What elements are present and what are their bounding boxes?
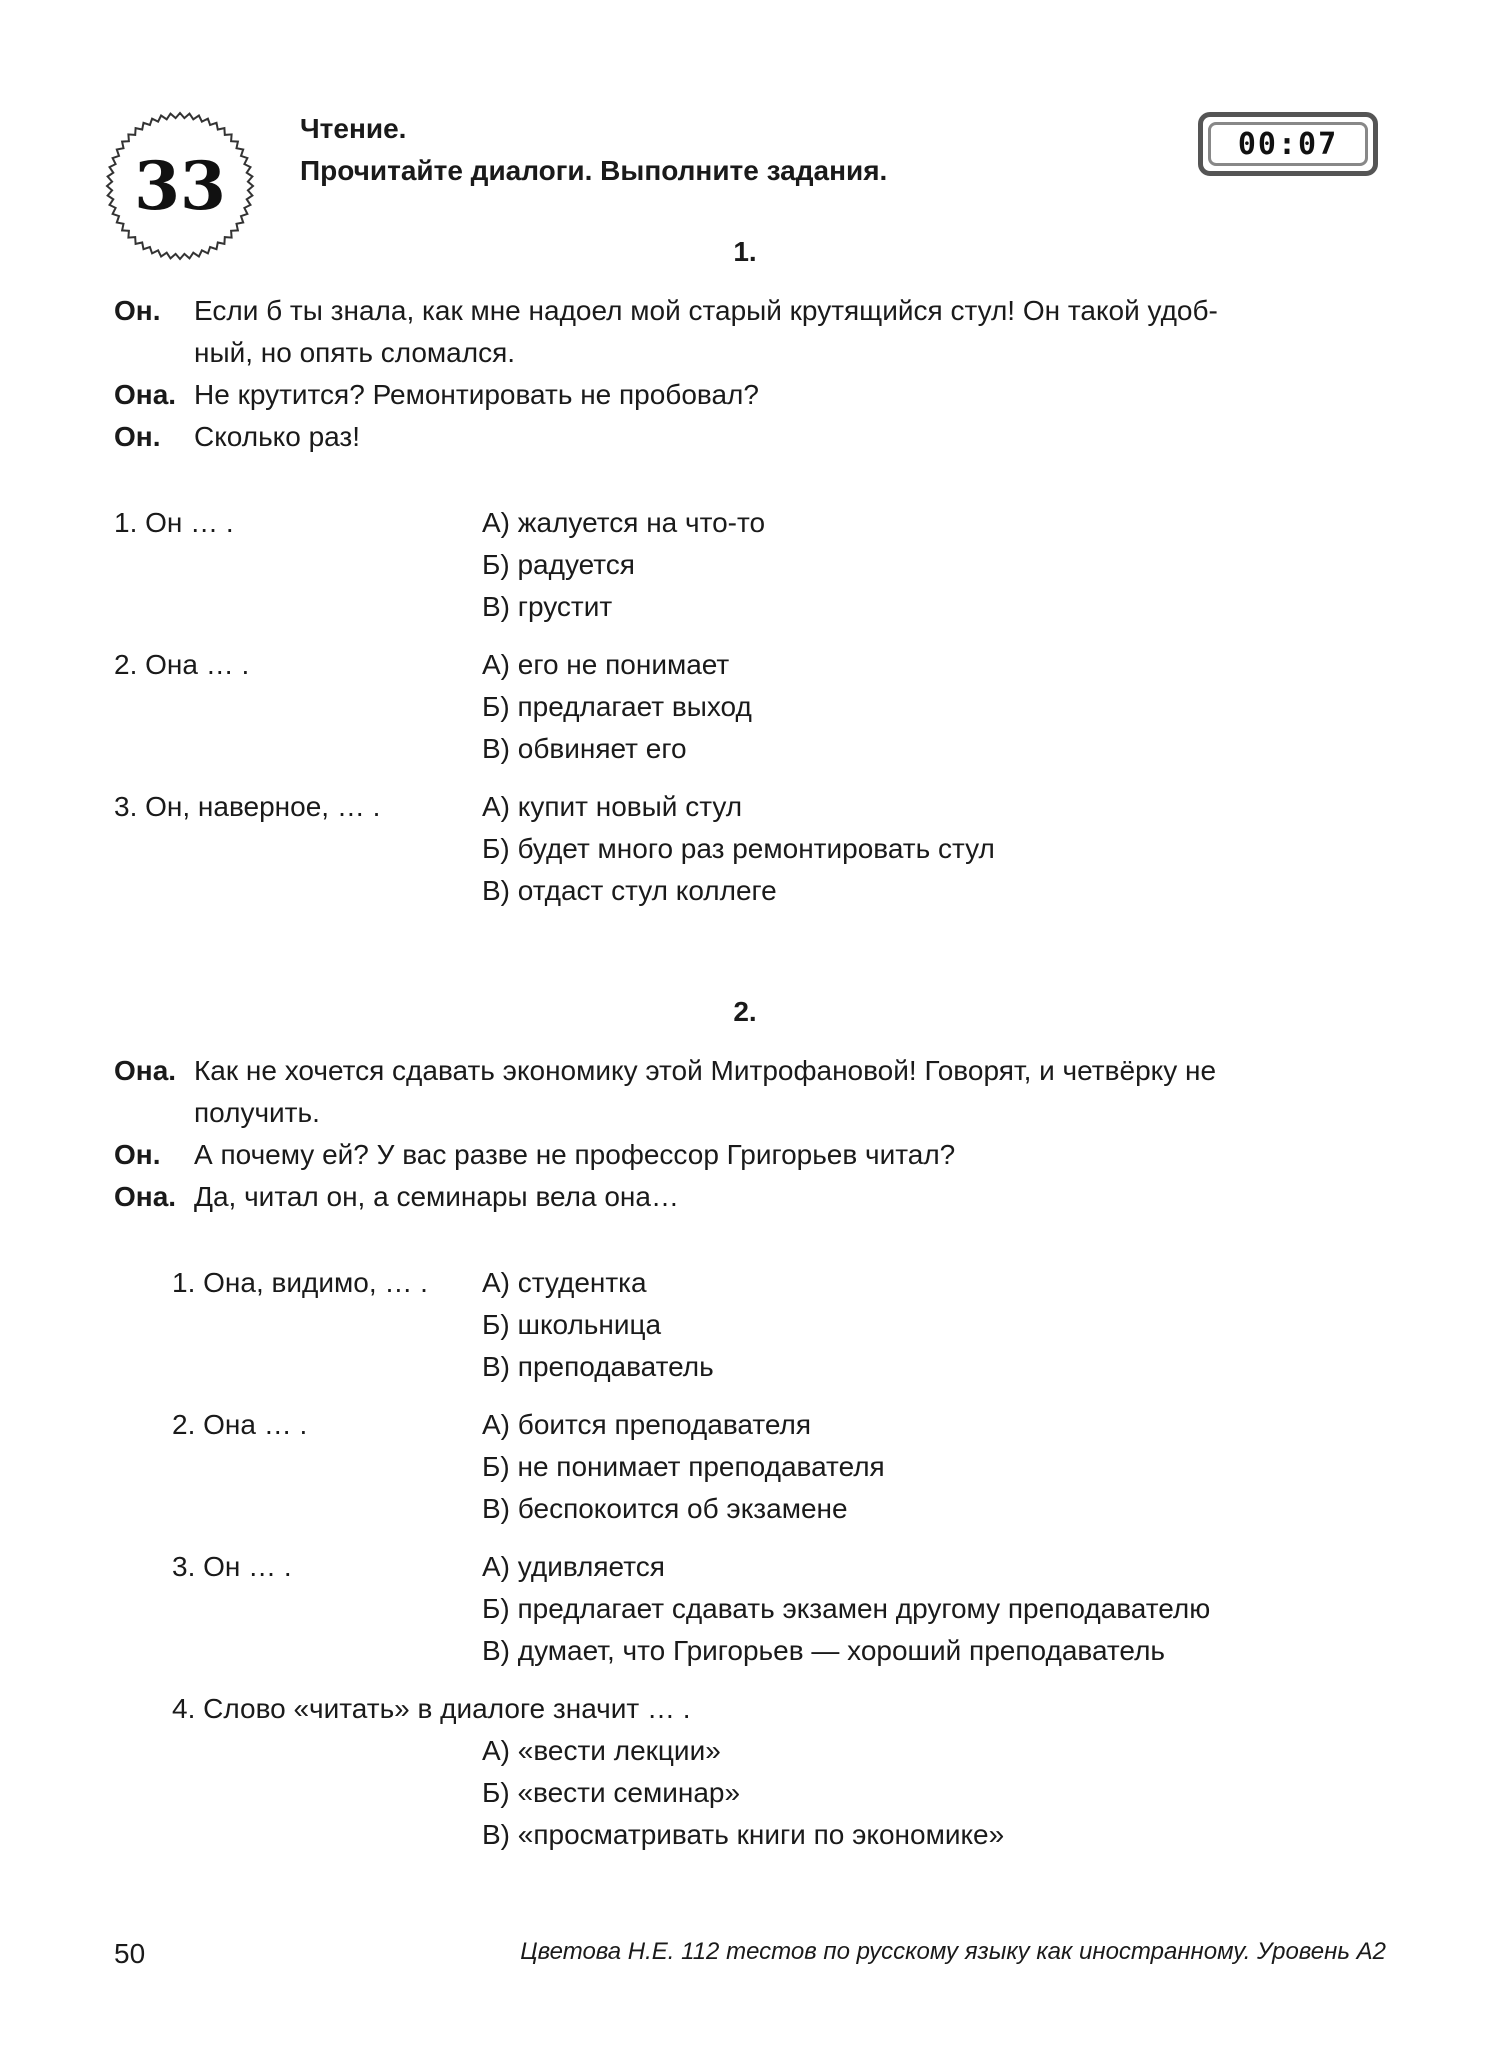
question: 1. Она, видимо, … .	[172, 1267, 428, 1298]
speaker: Он.	[114, 295, 161, 326]
speaker: Он.	[114, 1139, 161, 1170]
line-text-continued: получить.	[194, 1097, 320, 1128]
option-b: Б) «вести семинар»	[482, 1777, 741, 1808]
question: 3. Он … .	[172, 1551, 292, 1582]
option-a: А) студентка	[482, 1267, 647, 1298]
line-text: Сколько раз!	[194, 421, 361, 452]
line-text: А почему ей? У вас разве не профессор Григорьев читал?	[194, 1139, 956, 1170]
question: 1. Он … .	[114, 507, 234, 538]
dialogue-2-line	[114, 1176, 1384, 1218]
option-b: Б) не понимает преподавателя	[482, 1451, 885, 1482]
option-b: Б) будет много раз ремонтировать стул	[482, 833, 995, 864]
option-a: А) жалуется на что-то	[482, 507, 766, 538]
line-text: Не крутится? Ремонтировать не пробовал?	[194, 379, 759, 410]
line-text-continued: ный, но опять сломался.	[194, 337, 516, 368]
dialogue-1-line	[114, 416, 1384, 458]
option-b: Б) радуется	[482, 549, 635, 580]
option-c: В) преподаватель	[482, 1351, 714, 1382]
option-b: Б) предлагает выход	[482, 691, 752, 722]
question: 4. Слово «читать» в диалоге значит … .	[172, 1693, 691, 1724]
book-source: Цветова Н.Е. 112 тестов по русскому языку как иностранному. Уровень А2	[520, 1938, 1386, 1965]
dialogue-2-line	[114, 1134, 1384, 1176]
instruction: Прочитайте диалоги. Выполните задания.	[300, 155, 888, 186]
option-c: В) отдаст стул коллеге	[482, 875, 777, 906]
timer-value: 00:07	[1208, 122, 1368, 166]
dialogue-1-number: 1.	[733, 236, 757, 267]
option-b: Б) школьница	[482, 1309, 662, 1340]
option-a: А) удивляется	[482, 1551, 665, 1582]
option-c: В) обвиняет его	[482, 733, 687, 764]
speaker: Она.	[114, 1055, 177, 1086]
question: 3. Он, наверное, … .	[114, 791, 381, 822]
section-title: Чтение.	[300, 113, 407, 144]
option-c: В) грустит	[482, 591, 613, 622]
timer-box	[1198, 112, 1378, 176]
question: 2. Она … .	[114, 649, 250, 680]
question: 2. Она … .	[172, 1409, 308, 1440]
option-a: А) «вести лекции»	[482, 1735, 721, 1766]
speaker: Она.	[114, 379, 177, 410]
option-a: А) его не понимает	[482, 649, 730, 680]
speaker: Она.	[114, 1181, 177, 1212]
option-a: А) боится преподавателя	[482, 1409, 811, 1440]
option-c: В) думает, что Григорьев — хороший преподаватель	[482, 1635, 1165, 1666]
option-b: Б) предлагает сдавать экзамен другому преподавателю	[482, 1593, 1211, 1624]
line-text: Как не хочется сдавать экономику этой Митрофановой! Говорят, и четвёрку не	[194, 1055, 1217, 1086]
speaker: Он.	[114, 421, 161, 452]
dialogue-2-line	[114, 1050, 1384, 1134]
line-text: Если б ты знала, как мне надоел мой старый крутящийся стул! Он такой удоб-	[194, 295, 1218, 326]
dialogue-2-number: 2.	[733, 996, 757, 1027]
dialogue-1-line	[114, 374, 1384, 416]
page-number: 50	[114, 1938, 146, 1969]
option-c: В) беспокоится об экзамене	[482, 1493, 848, 1524]
option-c: В) «просматривать книги по экономике»	[482, 1819, 1005, 1850]
dialogue-1-line	[114, 290, 1384, 374]
option-a: А) купит новый стул	[482, 791, 743, 822]
task-number: 33	[134, 147, 226, 225]
line-text: Да, читал он, а семинары вела она…	[194, 1181, 679, 1212]
